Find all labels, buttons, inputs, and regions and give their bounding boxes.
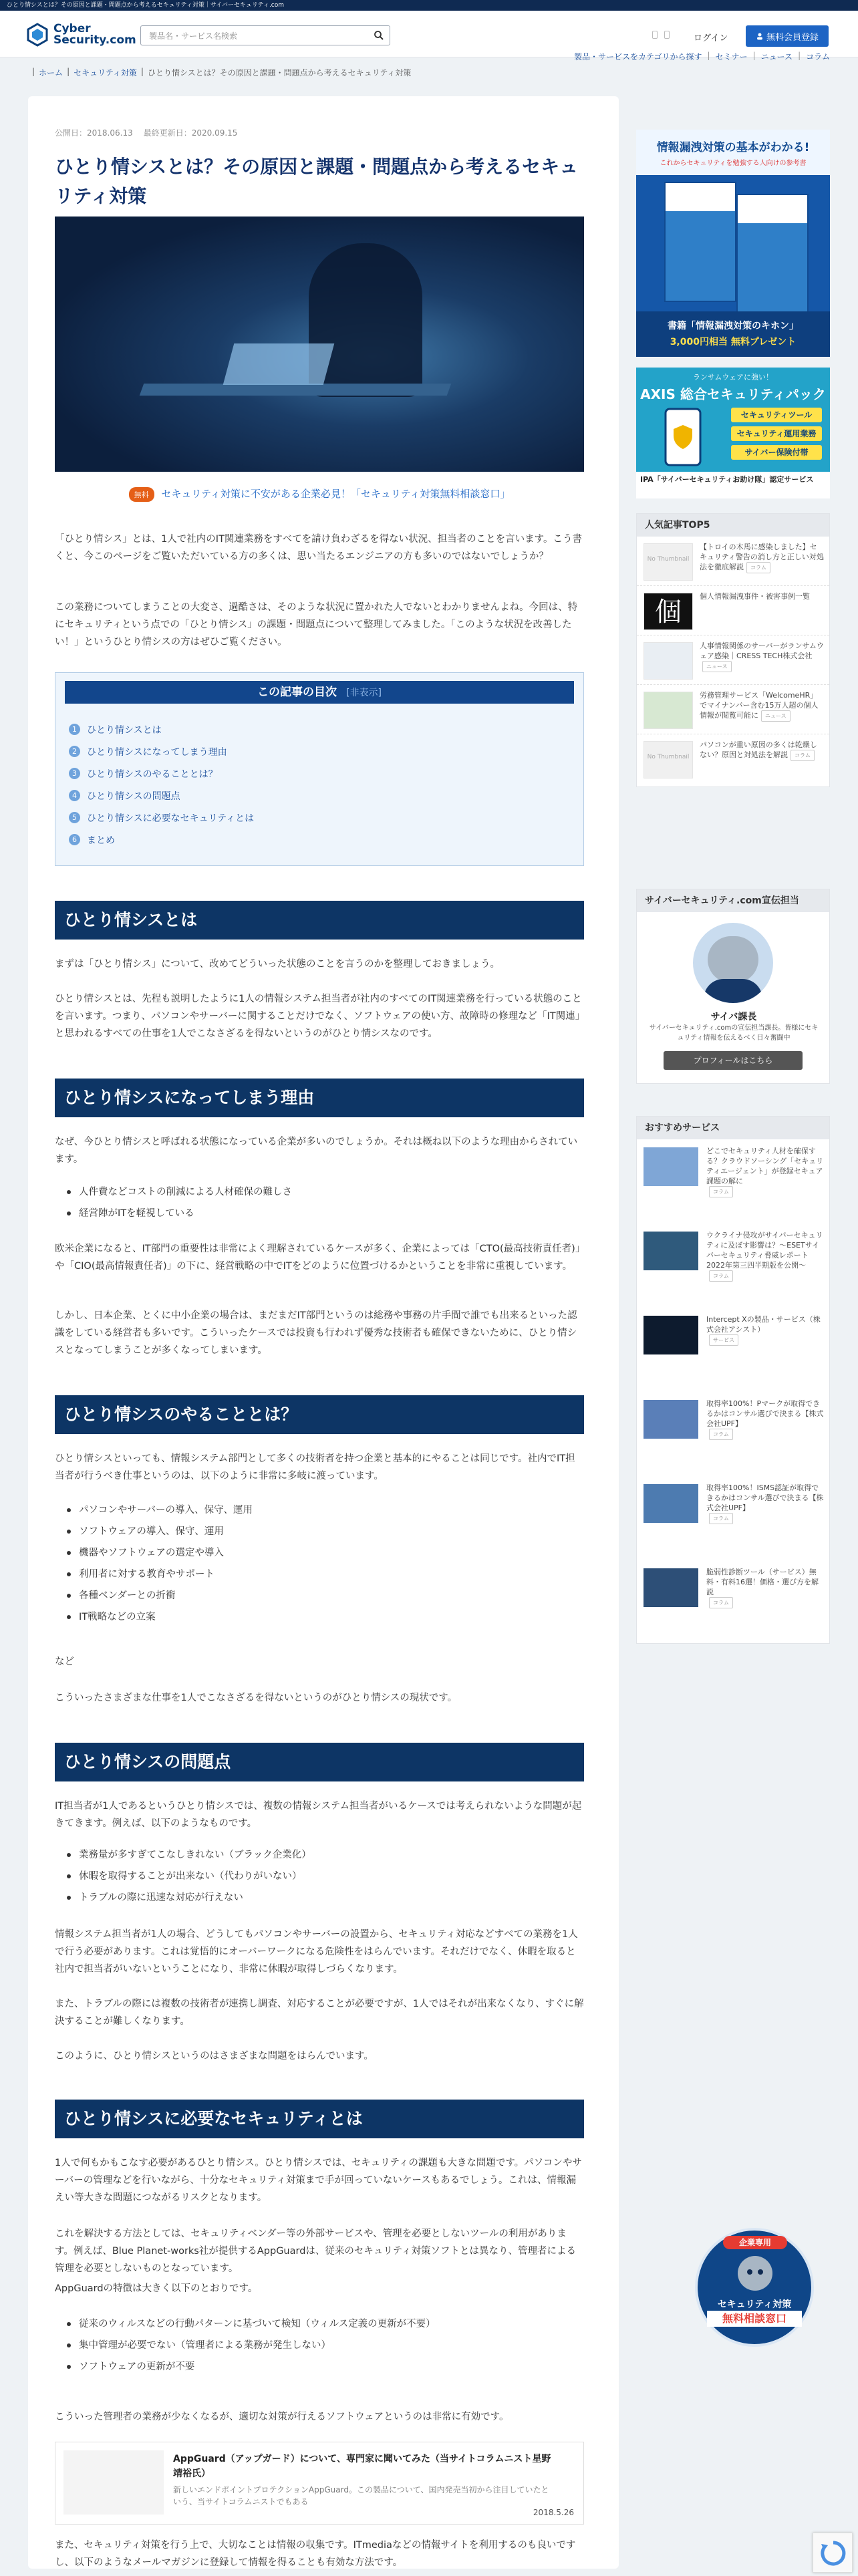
- service-title-text: どこでセキュリティ人材を確保する？クラウドソーシング「セキュリティエージェント」が登録セキュア課題の解に: [706, 1147, 824, 1185]
- service-title: [706, 1230, 824, 1282]
- widget-title: おすすめサービス: [637, 1117, 829, 1139]
- article-thumbnail: [644, 642, 693, 680]
- section-heading-2: ひとり情シスになってしまう理由: [55, 1079, 584, 1117]
- breadcrumb-separator: |: [67, 67, 70, 76]
- banner-footer: IPA「サイバーセキュリティお助け隊」認定サービス: [636, 472, 830, 498]
- popular-article-item[interactable]: [637, 685, 829, 734]
- logo-mark-icon: [25, 23, 49, 47]
- list-item: 各種ベンダーとの折衝: [67, 1585, 253, 1606]
- section-5-list: [67, 2313, 436, 2378]
- toc-toggle[interactable]: [非表示]: [345, 688, 382, 698]
- nav-seminar[interactable]: セミナー: [715, 52, 748, 61]
- updated-date: 最終更新日：2020.09.15: [143, 128, 238, 138]
- toc-title: この記事の目次: [257, 686, 337, 699]
- section-1-paragraph-1: まずは「ひとり情シス」について、改めてどういった状態のことを言うのかを整理しておきましょう。: [55, 959, 500, 970]
- search-icon[interactable]: [374, 30, 384, 41]
- site-logo[interactable]: [25, 23, 136, 47]
- toc-item-label: ひとり情シスとは: [87, 724, 162, 736]
- toc-list: [69, 718, 254, 851]
- list-item: ソフトウェアの導入、保守、運用: [67, 1521, 253, 1542]
- toc-number: 4: [69, 790, 80, 801]
- section-heading-5: ひとり情シスに必要なセキュリティとは: [55, 2100, 584, 2138]
- related-article-date: 2018.5.26: [533, 2508, 574, 2517]
- feature-pill: セキュリティ運用業務: [731, 426, 822, 441]
- toc-number: 3: [69, 768, 80, 779]
- section-5-paragraph-4: こういった管理者の業務が少なくなるが、適切な対策が行えるソフトウェアというのは非常に有効です。: [55, 2412, 509, 2422]
- breadcrumb-separator: |: [140, 67, 144, 76]
- related-article-title: AppGuard（アップガード）について、専門家に聞いてみた（当サイトコラムニスト星野靖裕氏）: [173, 2454, 551, 2479]
- free-badge: 無料: [129, 487, 154, 502]
- breadcrumb-separator: |: [32, 67, 35, 76]
- logo-line-2: Security.com: [53, 33, 136, 47]
- service-title: [706, 1314, 824, 1346]
- banner-subtitle: これからセキュリティを勉強する人向けの参考書: [660, 160, 807, 167]
- intro-paragraph-1: 「ひとり情シス」とは、1人で社内のIT関連業務をすべてを請け負わざるを得ない状況、担当者のことを言います。こう書くと、今このページをご覧いただいている方の多くは、思い当たるエンジニアの方も多いのではないでしょうか？: [55, 534, 582, 562]
- toc-number: 6: [69, 834, 80, 845]
- toc-item[interactable]: [69, 807, 254, 829]
- category-tag: サービス: [709, 1334, 738, 1346]
- breadcrumb: [32, 67, 411, 78]
- category-tag: コラム: [709, 1513, 733, 1524]
- related-article-excerpt: 新しいエンドポイントプロテクションAppGuard。この製品について、国内発売当初から注目していたという、当サイトコラムニストでもある: [173, 2485, 549, 2507]
- service-thumbnail: [644, 1232, 698, 1270]
- section-heading-3: ひとり情シスのやることとは？: [55, 1395, 584, 1434]
- toc-item-label: ひとり情シスに必要なセキュリティとは: [87, 813, 255, 824]
- list-item: IT戦略などの立案: [67, 1606, 253, 1628]
- service-thumbnail: [644, 1316, 698, 1354]
- site-header: [0, 11, 858, 61]
- popular-article-title: [700, 641, 824, 672]
- bookmark-icon[interactable]: [652, 31, 658, 39]
- browser-title-bar: ひとり情シスとは？その原因と課題・問題点から考えるセキュリティ対策｜サイバーセキュリティ.com: [0, 0, 858, 11]
- article-title: ひとり情シスとは？その原因と課題・問題点から考えるセキュリティ対策: [55, 156, 579, 207]
- hero-desk: [140, 384, 452, 396]
- section-2-list: [67, 1181, 292, 1224]
- consultation-link[interactable]: セキュリティ対策に不安がある企業必見！「セキュリティ対策無料相談窓口」: [161, 488, 511, 500]
- register-label: 無料会員登録: [766, 32, 819, 43]
- list-item: 業務量が多すぎてこなしきれない（ブラック企業化）: [67, 1844, 311, 1866]
- axis-security-banner[interactable]: [636, 368, 830, 498]
- widget-title: サイバーセキュリティ.com宣伝担当: [637, 889, 829, 912]
- category-tag: コラム: [709, 1597, 733, 1608]
- nav-category[interactable]: 製品・サービスをカテゴリから探す: [574, 52, 702, 61]
- feature-pill: サイバー保険付帯: [731, 445, 822, 460]
- service-thumbnail: [644, 1484, 698, 1523]
- service-title: [706, 1399, 824, 1440]
- popular-article-item[interactable]: [637, 734, 829, 784]
- category-tag: コラム: [746, 562, 770, 573]
- avatar-body: [704, 979, 762, 1003]
- banner-offer: 3,000円相当 無料プレゼント: [670, 337, 797, 347]
- toc-item-label: まとめ: [87, 835, 115, 846]
- register-button[interactable]: [746, 25, 829, 47]
- widget-title: 人気記事TOP5: [637, 514, 829, 537]
- popular-article-title-text: 【トロイの木馬に感染しました】セキュリティ警告の消し方と正しい対処法を徹底解説: [700, 543, 824, 571]
- list-item: 集中管理が必要でない（管理者による業務が発生しない）: [67, 2335, 436, 2356]
- popular-article-title-text: パソコンが重い原因の多くは乾燥しない？原因と対処法を解説: [700, 740, 817, 759]
- avatar-head: [708, 936, 758, 983]
- closing-paragraph: また、セキュリティ対策を行う上で、大切なことは情報の収集です。ITmediaなどの情報サイトを利用するのも良いですし、以下のようなメールマガジンに登録して情報を得ることも有効な方法です。: [55, 2540, 576, 2568]
- service-item[interactable]: [637, 1308, 829, 1392]
- service-title: [706, 1483, 824, 1524]
- intro-paragraph-2: この業務についてしまうことの大変さ、過酷さは、そのような状況に置かれた人でないとわかりませんよね。今回は、特にセキュリティという点での「ひとり情シス」の課題・問題点について整理してみました。「このような状況を改善したい！」というひとり情シスの方はぜひご覧ください。: [55, 602, 578, 648]
- popular-article-item[interactable]: [637, 635, 829, 685]
- service-item[interactable]: [637, 1139, 829, 1224]
- popular-articles-widget: [636, 513, 830, 787]
- banner-line-2: セキュリティ対策: [717, 2299, 792, 2310]
- section-3-list: [67, 1499, 253, 1628]
- consultation-promo: [55, 486, 584, 502]
- recommended-services-widget: [636, 1116, 830, 1644]
- table-of-contents: [55, 672, 584, 866]
- banner-header: [636, 130, 830, 175]
- service-item[interactable]: [637, 1392, 829, 1476]
- promoter-description: サイバーセキュリティ.comの宣伝担当課長。皆様にセキュリティ情報を伝えるべく日々奮闘中: [649, 1024, 819, 1042]
- list-item: 経営陣がITを軽視している: [67, 1203, 292, 1224]
- service-title: [706, 1146, 824, 1197]
- list-item: トラブルの際に迅速な対応が行えない: [67, 1887, 311, 1908]
- nav-separator: |: [798, 51, 801, 60]
- feature-pill: セキュリティツール: [731, 408, 822, 422]
- article-main: [28, 96, 619, 2569]
- profile-button[interactable]: プロフィールはこちら: [664, 1051, 803, 1070]
- nav-news[interactable]: ニュース: [760, 52, 793, 61]
- related-article-thumbnail: [63, 2450, 164, 2515]
- user-icon: [756, 32, 764, 40]
- section-4-paragraph-2: 情報システム担当者が1人の場合、どうしてもパソコンやサーバーの設置から、セキュリティ対応などすべての業務を1人で行う必要があります。これは覚悟的にオーバーワークになる危険性をはらんでいます。それだけでなく、休暇を取ると社内で担当者がいないということになり、非常に休暇が取得しづらくなります。: [55, 1929, 578, 1975]
- article-thumbnail: [644, 692, 693, 729]
- list-item: ソフトウェアの更新が不要: [67, 2356, 436, 2378]
- mascot-icon: [730, 2253, 780, 2293]
- section-4-paragraph-3: また、トラブルの際には複数の技術者が連携し調査、対応することが必要ですが、1人ではそれが出来なくなり、すぐに解決することが難しくなります。: [55, 1999, 584, 2027]
- toc-header: [65, 681, 574, 704]
- popular-article-title: [700, 591, 824, 601]
- toc-item[interactable]: [69, 762, 254, 784]
- toc-item-label: ひとり情シスの問題点: [87, 791, 180, 802]
- category-tag: コラム: [709, 1429, 733, 1440]
- login-link[interactable]: ログイン: [694, 33, 728, 43]
- service-item[interactable]: [637, 1224, 829, 1308]
- recaptcha-badge[interactable]: [813, 2533, 853, 2573]
- section-2-paragraph-2: 欧米企業になると、IT部門の重要性は非常によく理解されているケースが多く、企業によっては「CTO(最高技術責任者)」や「CIO(最高情報責任者)」の下に、経営戦略の中でITをどのように位置づけるかということを非常に重視しています。: [55, 1244, 581, 1272]
- toc-number: 2: [69, 746, 80, 757]
- section-1-paragraph-2: ひとり情シスとは、先程も説明したように1人の情報システム担当者が社内のすべてのIT関連業務を行っている状態のことを言います。つまり、パソコンやサーバーに関することだけでなく、ソフトウェアの使い方、故障時の修理など「IT関連」と思われるすべての仕事を1人でこなさざるを得ないというのがひとり情シスなのです。: [55, 994, 582, 1039]
- breadcrumb-current: ひとり情シスとは？その原因と課題・問題点から考えるセキュリティ対策: [147, 68, 412, 78]
- section-4-paragraph-1: IT担当者が1人であるというひとり情シスでは、複数の情報システム担当者がいるケースでは考えられないような問題が起きてきます。例えば、以下のようなものです。: [55, 1801, 582, 1829]
- toc-number: 1: [69, 724, 80, 735]
- popular-article-title-text: 労務管理サービス「WelcomeHR」でマイナンバー含む15万人超の個人情報が閲覧可能に: [700, 691, 819, 720]
- article-thumbnail: No Thumbnail: [644, 543, 693, 581]
- toc-item-label: ひとり情シスのやることとは？: [87, 768, 218, 780]
- avatar: [693, 923, 773, 1003]
- service-title-text: 脆弱性診断ツール（サービス）無料・有料16選！価格・選び方を解説: [706, 1568, 819, 1596]
- section-3-paragraph-1: ひとり情シスといっても、情報システム部門として多くの技術者を持つ企業と基本的にやることは同じです。社内でIT担当者が行うべき仕事というのは、以下のように非常に多岐に渡っています。: [55, 1453, 575, 1481]
- article-thumbnail: No Thumbnail: [644, 741, 693, 778]
- service-title-text: ウクライナ侵攻がサイバーセキュリティに及ぼす影響は？〜ESETサイバーセキュリティ脅威レポート2022年第三四半期版を公開〜: [706, 1231, 823, 1270]
- section-4-list: [67, 1844, 311, 1908]
- popular-article-item[interactable]: [637, 586, 829, 635]
- category-tag: コラム: [709, 1186, 733, 1197]
- section-4-paragraph-4: このように、ひとり情シスというのはさまざまな問題をはらんでいます。: [55, 2051, 374, 2061]
- toc-item-label: ひとり情シスになってしまう理由: [87, 746, 227, 758]
- article-thumbnail: 個: [644, 593, 693, 630]
- floating-consultation-banner[interactable]: [695, 2228, 814, 2347]
- service-title-text: Intercept Xの製品・サービス（株式会社アシスト）: [706, 1315, 821, 1334]
- breadcrumb-home[interactable]: ホーム: [39, 68, 63, 78]
- toc-item[interactable]: [69, 740, 254, 762]
- history-icon[interactable]: [664, 31, 670, 39]
- banner-title: 情報漏洩対策の基本がわかる!: [656, 141, 810, 154]
- search-placeholder: 製品名・サービス名検索: [149, 31, 238, 41]
- category-tag: ニュース: [761, 710, 791, 722]
- article-meta: [55, 127, 237, 138]
- banner-badge: 企業専用: [723, 2236, 787, 2249]
- category-tag: コラム: [709, 1270, 733, 1282]
- service-thumbnail: [644, 1400, 698, 1439]
- promoter-widget: [636, 889, 830, 1084]
- service-thumbnail: [644, 1147, 698, 1186]
- toc-item[interactable]: [69, 718, 254, 740]
- section-5-paragraph-3: AppGuardの特徴は大きく以下のとおりです。: [55, 2283, 258, 2294]
- banner-footer: [636, 311, 830, 357]
- category-tag: コラム: [791, 750, 815, 761]
- toc-item[interactable]: [69, 829, 254, 851]
- nav-separator: |: [752, 51, 756, 60]
- service-title: [706, 1567, 824, 1608]
- breadcrumb-category[interactable]: セキュリティ対策: [74, 68, 137, 78]
- banner-line-3: 無料相談窓口: [707, 2311, 802, 2327]
- banner-kicker: ランサムウェアに強い！: [692, 373, 773, 382]
- book-cover-image: [736, 194, 809, 314]
- nav-separator: |: [707, 51, 710, 60]
- category-tag: ニュース: [702, 661, 732, 672]
- published-date: 公開日：2018.06.13: [55, 128, 133, 138]
- service-thumbnail: [644, 1568, 698, 1607]
- toc-item[interactable]: [69, 784, 254, 807]
- service-title-text: 取得率100%！ISMS認証が取得できるかはコンサル選びで決まる【株式会社UPF】: [706, 1483, 824, 1512]
- section-heading-4: ひとり情シスの問題点: [55, 1743, 584, 1781]
- section-2-paragraph-1: なぜ、今ひとり情シスと呼ばれる状態になっている企業が多いのでしょうか。それは概ね以下のような理由からされています。: [55, 1137, 578, 1165]
- popular-article-title-text: 個人情報漏洩事件・被害事例一覧: [700, 592, 810, 601]
- popular-article-title: [700, 542, 824, 573]
- logo-line-1: Cyber: [53, 22, 91, 35]
- global-nav: [574, 51, 830, 62]
- toc-number: 5: [69, 812, 80, 823]
- list-item: 人件費などコストの削減による人材確保の難しさ: [67, 1181, 292, 1203]
- banner-book-title: 書籍「情報漏洩対策のキホン」: [668, 321, 799, 331]
- popular-article-title: [700, 690, 824, 722]
- section-2-paragraph-3: しかし、日本企業、とくに中小企業の場合は、まだまだIT部門というのは総務や事務の片手間で誰でも出来るといった認識をしている経営者も多いです。こういったケースでは投資も行われず優秀な技術者も確保できないために、ひとり情シスとなってしまうことが多くなってしまいます。: [55, 1310, 577, 1356]
- service-title-text: 取得率100%！Pマークが取得できるかはコンサル選びで決まる【株式会社UPF】: [706, 1399, 824, 1428]
- list-item: 機器やソフトウェアの選定や導入: [67, 1542, 253, 1564]
- banner-title: AXIS 総合セキュリティパック: [640, 386, 826, 402]
- service-item[interactable]: [637, 1476, 829, 1560]
- phone-illustration-icon: [652, 406, 719, 468]
- book-cover-image: [664, 182, 736, 302]
- list-item: 利用者に対する教育やサポート: [67, 1564, 253, 1585]
- popular-article-title-text: 人事情報関係のサーバーがランサムウェア感染｜CRESS TECH株式会社: [700, 641, 824, 660]
- promoter-name: サイバ課長: [710, 1012, 757, 1022]
- list-item: パソコンやサーバーの導入、保守、運用: [67, 1499, 253, 1521]
- section-heading-1: ひとり情シスとは: [55, 901, 584, 940]
- section-5-paragraph-2: これを解決する方法としては、セキュリティベンダー等の外部サービスや、管理を必要としないツールの利用があります。例えば、Blue Planet-works社が提供するAppGuardは、従来のセキュリティ対策ソフトとは異なり、管理者による管理を必要としないものとなっています。: [55, 2229, 576, 2274]
- section-3-paragraph-3: こういったさまざまな仕事を1人でこなさざるを得ないというのがひとり情シスの現状です。: [55, 1693, 458, 1703]
- search-input[interactable]: [140, 25, 390, 45]
- section-5-paragraph-1: 1人で何もかもこなす必要があるひとり情シス。ひとり情シスでは、セキュリティの課題も大きな問題です。パソコンやサーバーの管理などを行いながら、十分なセキュリティ対策まで手が回っていないケースもあるでしょう。これは、情報漏えい等大きな問題につながるリスクとなります。: [55, 2158, 582, 2203]
- popular-article-item[interactable]: [637, 537, 829, 586]
- related-article-card[interactable]: [55, 2442, 584, 2525]
- nav-column[interactable]: コラム: [806, 52, 830, 61]
- book-present-banner[interactable]: [636, 130, 830, 357]
- hero-image: [55, 217, 584, 472]
- section-3-paragraph-2: など: [55, 1657, 74, 1667]
- service-item[interactable]: [637, 1560, 829, 1644]
- hero-laptop: [223, 343, 335, 385]
- list-item: 従来のウィルスなどの行動パターンに基づいて検知（ウィルス定義の更新が不要）: [67, 2313, 436, 2335]
- list-item: 休暇を取得することが出来ない（代わりがいない）: [67, 1866, 311, 1887]
- popular-article-title: [700, 740, 824, 761]
- recaptcha-icon: [813, 2533, 853, 2573]
